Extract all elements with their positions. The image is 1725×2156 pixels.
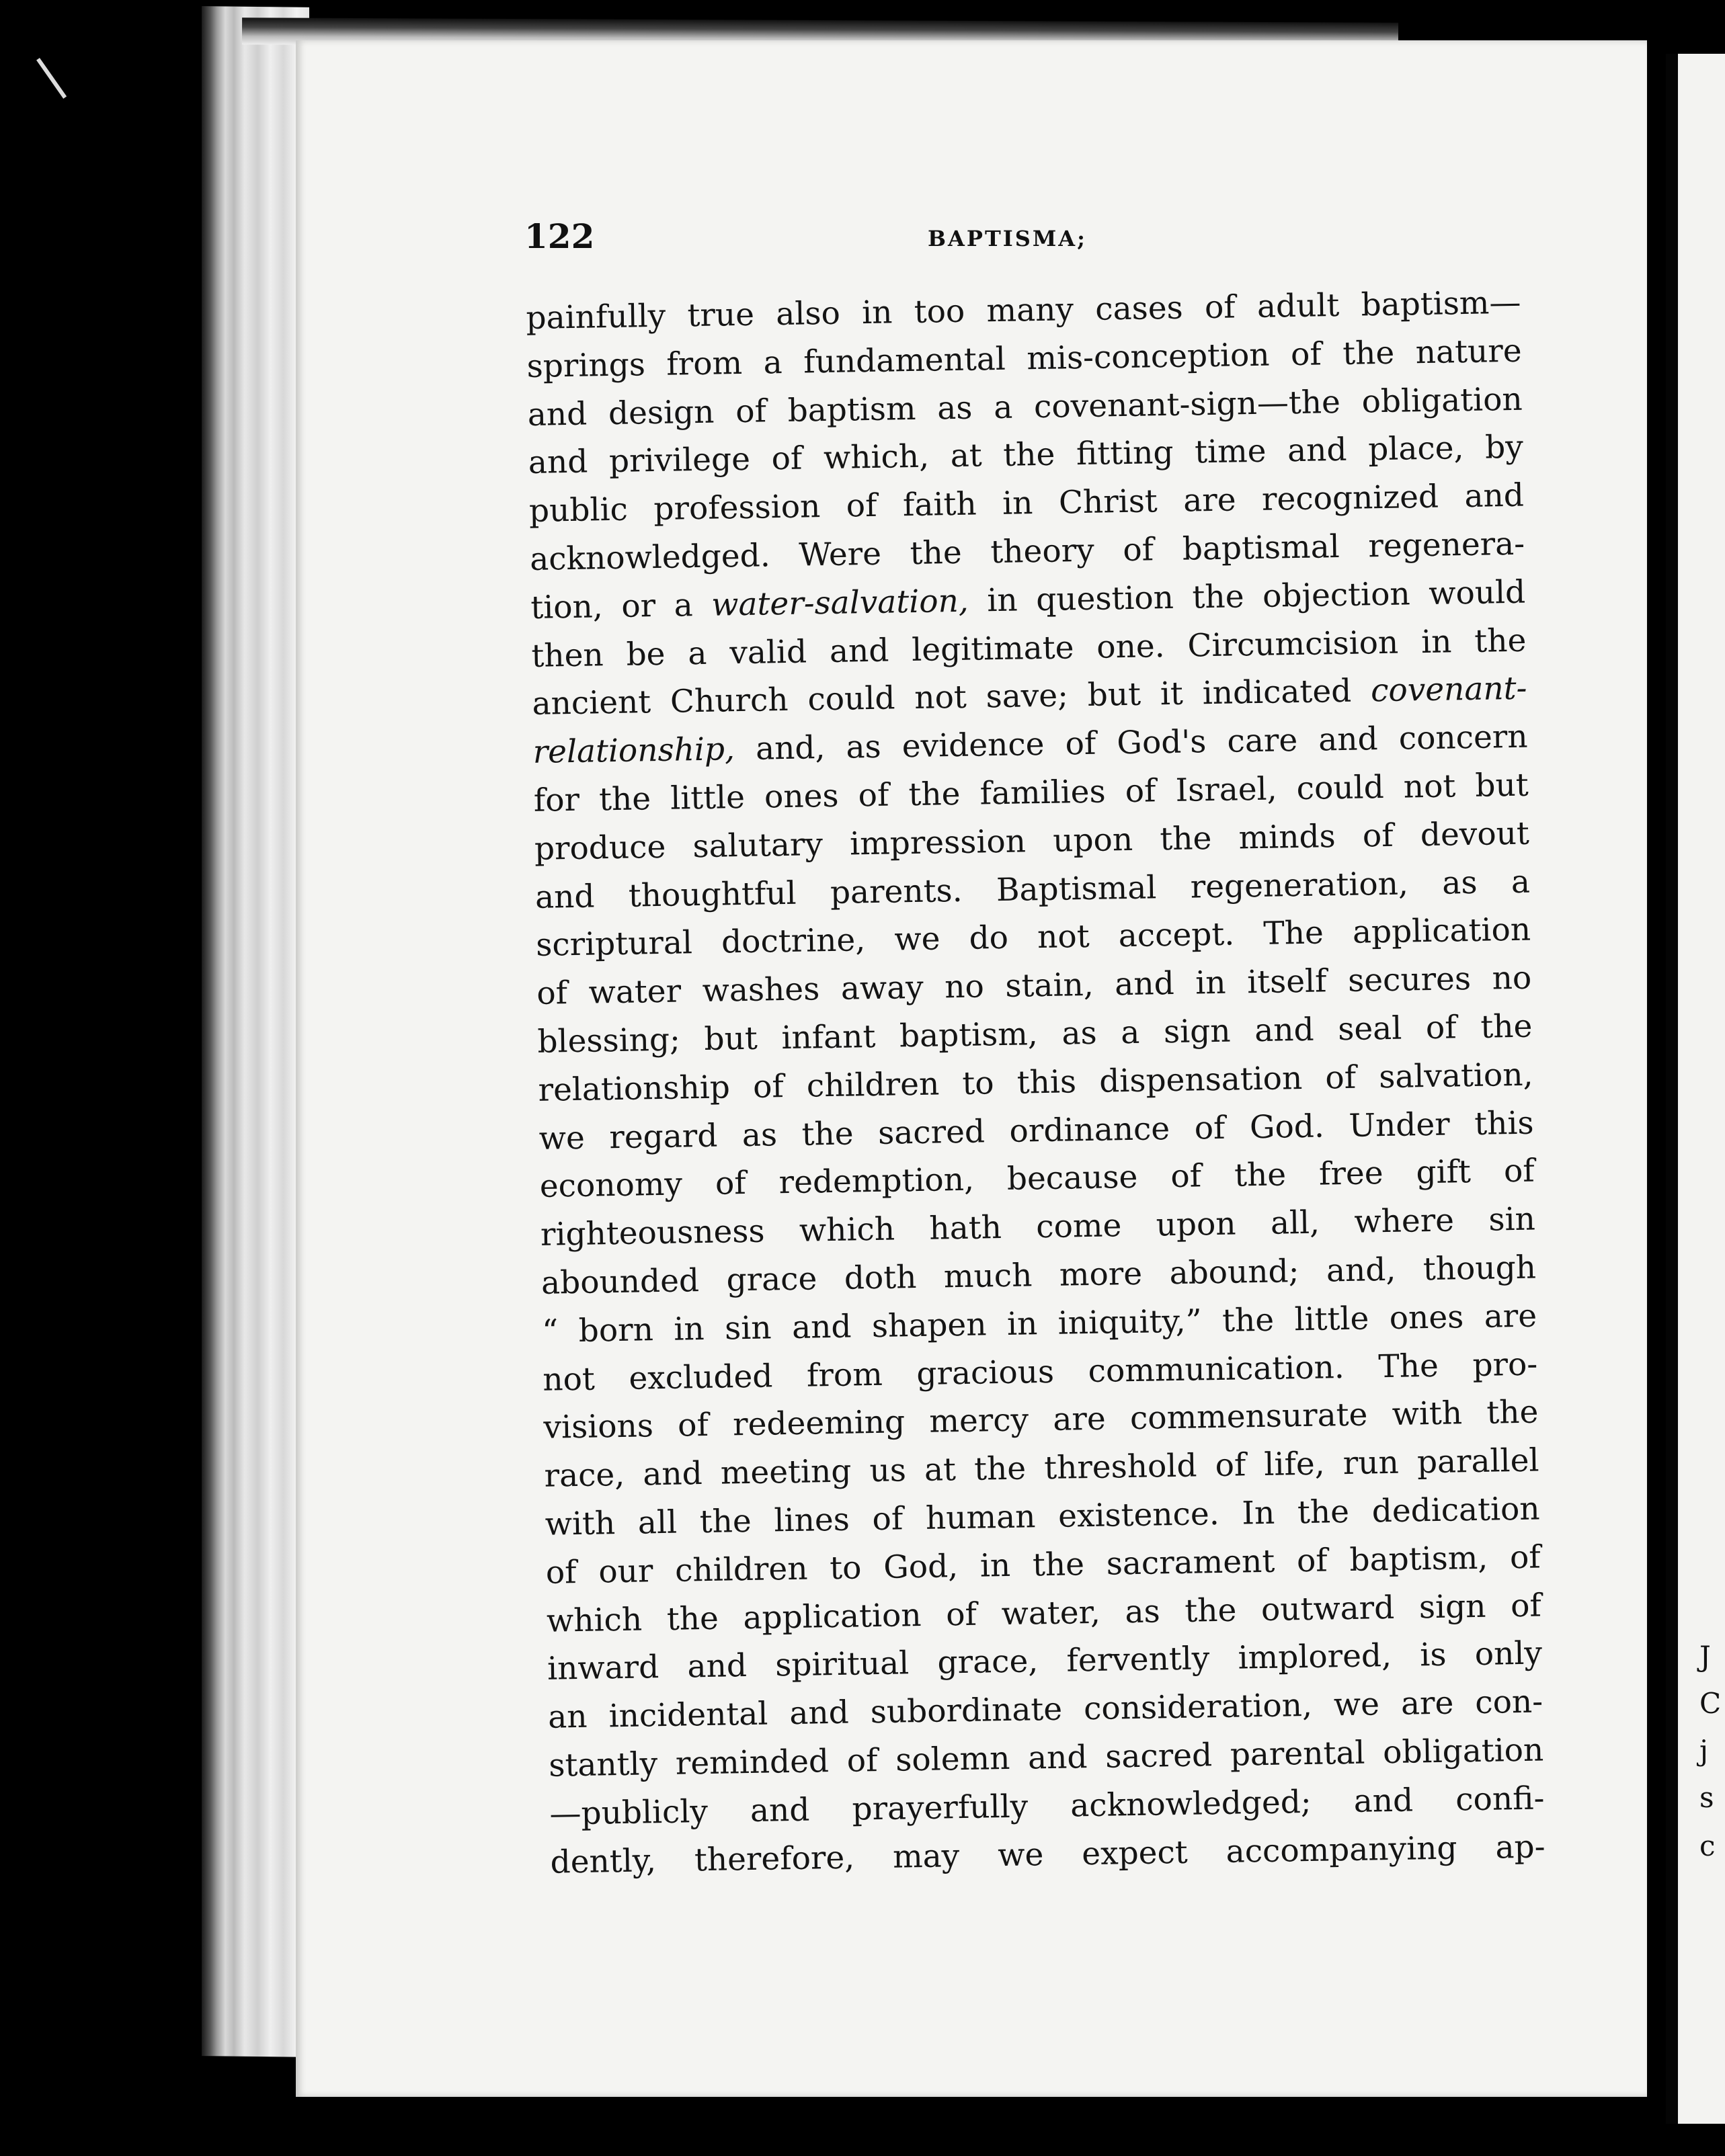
text-line: for the little ones of the families of Israel, could not but	[533, 766, 1529, 819]
text-line: not excluded from gracious communication. The pro-	[542, 1345, 1538, 1399]
text-line: visions of redeeming mercy are commensurate with the	[543, 1393, 1539, 1447]
body-text	[526, 279, 1546, 1887]
facing-page-letter: j	[1699, 1734, 1709, 1767]
text-line: stantly reminded of solemn and sacred parental obligation	[548, 1731, 1544, 1784]
text-line: and design of baptism as a covenant-sign—the obligation	[527, 380, 1523, 433]
text-line: and privilege of which, at the fitting time and place, by	[528, 429, 1524, 482]
facing-page-edge	[1666, 54, 1725, 2124]
facing-page-letter: J	[1699, 1640, 1711, 1673]
text-line: of water washes away no stain, and in itself secures no	[536, 959, 1532, 1013]
page-number: 122	[524, 216, 595, 256]
text-segment: in question the objection would	[968, 573, 1526, 620]
italic-text: covenant-	[1370, 670, 1527, 710]
italic-text: relationship,	[532, 731, 735, 772]
text-segment: tion, or a	[530, 586, 712, 626]
text-line: blessing; but infant baptism, as a sign and seal of the	[537, 1007, 1533, 1061]
text-line: acknowledged. Were the theory of baptismal regenera-	[529, 525, 1525, 578]
text-line: an incidental and subordinate consideration, we are con-	[547, 1683, 1543, 1736]
running-head	[524, 216, 1519, 257]
text-line: painfully true also in too many cases of adult baptism—	[526, 284, 1521, 337]
text-line: with all the lines of human existence. In the dedication	[545, 1490, 1541, 1543]
facing-page-letter: s	[1699, 1781, 1714, 1814]
text-line: produce salutary impression upon the minds of devout	[534, 815, 1530, 868]
text-line: public profession of faith in Christ are recognized and	[528, 476, 1525, 530]
text-line: “ born in sin and shapen in iniquity,” the little ones are	[541, 1297, 1537, 1350]
page-edges	[202, 6, 309, 2057]
text-line: inward and spiritual grace, fervently implored, is only	[547, 1634, 1543, 1688]
facing-page-letter: C	[1699, 1687, 1722, 1720]
corner-mark	[36, 42, 89, 99]
text-segment: ancient Church could not save; but it indicated	[532, 672, 1371, 723]
facing-page-letter: c	[1699, 1829, 1716, 1862]
text-line: scriptural doctrine, we do not accept. The application	[535, 911, 1531, 964]
text-line: springs from a fundamental mis-conception of the nature	[526, 332, 1522, 385]
text-line: we regard as the sacred ordinance of God. Under this	[538, 1104, 1534, 1157]
text-line: righteousness which hath come upon all, where sin	[540, 1200, 1536, 1253]
text-segment: and, as evidence of God's care and concern	[734, 718, 1528, 768]
text-line: dently, therefore, may we expect accompanying ap-	[550, 1827, 1546, 1881]
italic-text: water-salvation,	[711, 582, 969, 624]
text-line: relationship of children to this dispensation of salvation,	[538, 1056, 1533, 1109]
text-line: and thoughtful parents. Baptismal regeneration, as a	[534, 863, 1531, 916]
text-line: economy of redemption, because of the free gift of	[539, 1152, 1535, 1206]
text-line: race, and meeting us at the threshold of life, run parallel	[544, 1442, 1539, 1495]
text-line: of our children to God, in the sacrament of baptism, of	[545, 1538, 1541, 1591]
text-line: —publicly and prayerfully acknowledged; and confi-	[549, 1780, 1545, 1833]
text-line: which the application of water, as the outward sign of	[546, 1587, 1542, 1640]
text-line: then be a valid and legitimate one. Circumcision in the	[531, 622, 1527, 675]
text-line: abounded grace doth much more abound; and, though	[540, 1249, 1537, 1302]
running-title: BAPTISMA;	[928, 226, 1087, 251]
